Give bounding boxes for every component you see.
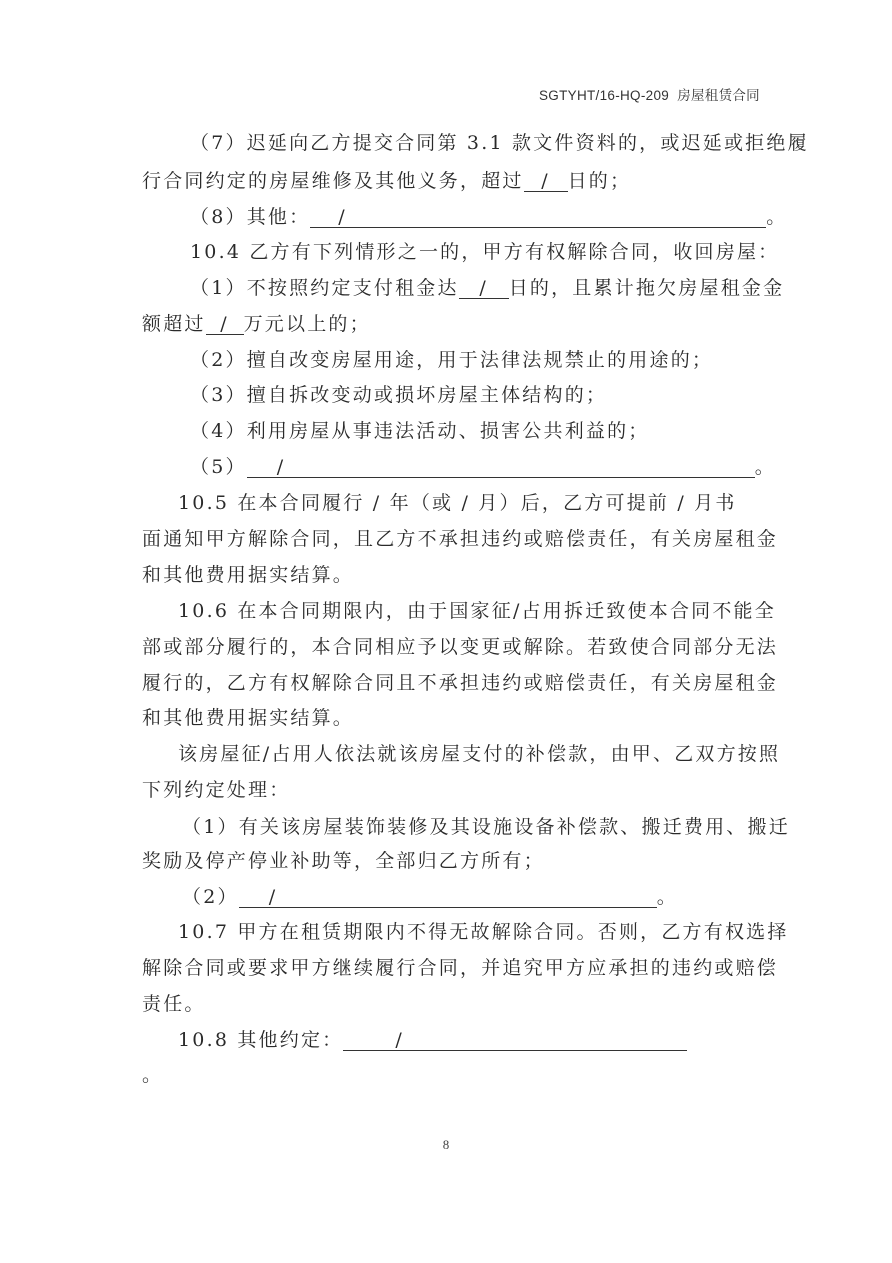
clause-line: 面通知甲方解除合同，且乙方不承担违约或赔偿责任，有关房屋租金 [142,528,779,550]
clause-line: 下列约定处理： [142,779,291,801]
clause-line: （1）有关该房屋装饰装修及其设施设备补偿款、搬迁费用、搬迁 [182,816,790,838]
clause-line: （5） / 。 [190,456,776,478]
blank-field: / [343,1030,687,1051]
clause-heading: 10.4 乙方有下列情形之一的，甲方有权解除合同，收回房屋： [190,241,780,263]
blank-field: / [247,457,755,478]
clause-line: 解除合同或要求甲方继续履行合同，并追究甲方应承担的违约或赔偿 [142,957,779,979]
clause-line: 部或部分履行的，本合同相应予以变更或解除。若致使合同部分无法 [142,636,779,658]
clause-heading: 10.8 其他约定： / [178,1028,687,1052]
blank-field: / [459,278,509,299]
clause-line: 履行的，乙方有权解除合同且不承担违约或赔偿责任，有关房屋租金 [142,672,779,694]
clause-line: 该房屋征/占用人依法就该房屋支付的补偿款，由甲、乙双方按照 [178,743,781,765]
clause-heading: 10.7 甲方在租赁期限内不得无故解除合同。否则，乙方有权选择 [178,921,789,943]
clause-line: 和其他费用据实结算。 [142,564,355,586]
clause-heading: 10.5 在本合同履行 / 年（或 / 月）后，乙方可提前 / 月书 [178,492,737,514]
page-number: 8 [442,1137,450,1152]
clause-line: （1）不按照约定支付租金达 / 日的，且累计拖欠房屋租金金 [190,277,785,299]
blank-field: / [524,171,568,192]
clause-line: （2） / 。 [182,886,678,908]
clause-heading: 10.6 在本合同期限内，由于国家征/占用拆迁致使本合同不能全 [178,600,776,622]
blank-field: / [310,207,766,228]
clause-line: （4）利用房屋从事违法活动、损害公共利益的； [190,420,650,442]
clause-line: 奖励及停产停业补助等，全部归乙方所有； [142,850,545,872]
clause-line: 。 [142,1064,164,1086]
blank-field: / [239,887,657,908]
clause-line: （3）擅自拆改变动或损坏房屋主体结构的； [190,384,608,406]
clause-line: 行合同约定的房屋维修及其他义务，超过 / 日的； [142,170,632,192]
clause-line: （8）其他： / 。 [190,206,788,228]
document-title: 房屋租赁合同 [677,88,760,103]
clause-line: （7）迟延向乙方提交合同第 3.1 款文件资料的，或迟延或拒绝履 [190,132,809,154]
clause-line: （2）擅自改变房屋用途，用于法律法规禁止的用途的； [190,349,714,371]
document-header [539,84,760,104]
clause-line: 责任。 [142,993,206,1015]
document-code: SGTYHT/16-HQ-209 [538,88,670,103]
clause-line: 额超过 / 万元以上的； [142,313,371,335]
clause-line: 和其他费用据实结算。 [142,707,355,729]
blank-field: / [206,314,244,335]
